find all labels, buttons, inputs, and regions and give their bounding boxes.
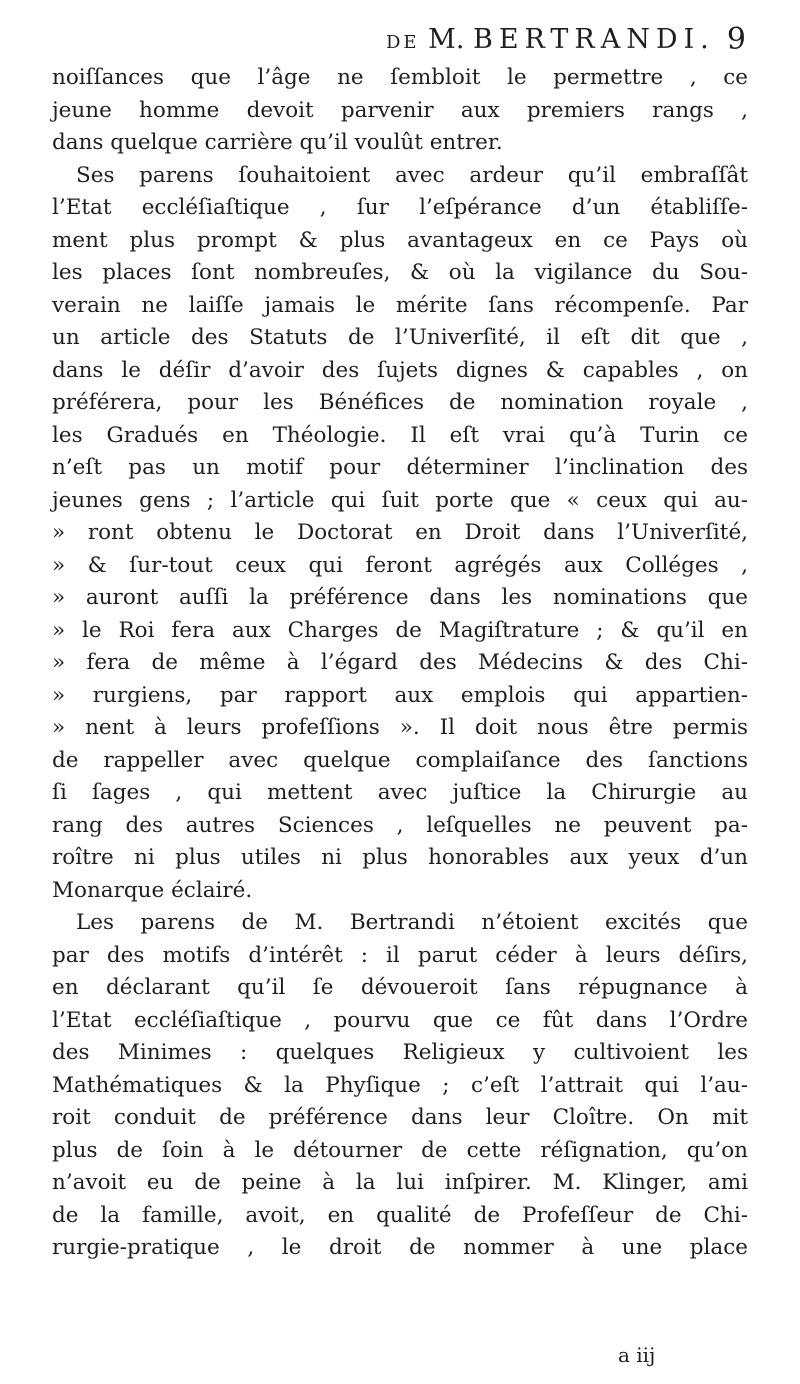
- running-head-name: BERTRANDI.: [473, 24, 715, 55]
- text-line: Monarque éclairé.: [52, 877, 253, 903]
- text-line: préférera, pour les Bénéfices de nomination royale ,: [52, 390, 748, 415]
- text-line: ment plus prompt & plus avantageux en ce Pays où: [52, 227, 748, 253]
- text-line: Les parens de M. Bertrandi n’étoient excités que: [76, 910, 748, 935]
- text-line: ſi ſages , qui mettent avec juſtice la Chirurgie au: [52, 780, 748, 805]
- text-line: les Gradués en Théologie. Il eſt vrai qu’à Turin ce: [52, 422, 748, 448]
- text-line: » ront obtenu le Doctorat en Droit dans l’Univerſité,: [52, 520, 748, 545]
- text-line: » fera de même à l’égard des Médecins & des Chi-: [52, 650, 748, 675]
- text-line: » le Roi fera aux Charges de Magiſtrature ; & qu’il en: [52, 617, 748, 643]
- text-line: l’Etat eccléſiaſtique , ſur l’eſpérance d’un établiſſe-: [52, 195, 748, 220]
- page-number: 9: [726, 22, 746, 57]
- text-line: » rurgiens, par rapport aux emplois qui appartien-: [52, 682, 748, 708]
- text-line: les places ſont nombreuſes, & où la vigilance du Sou-: [52, 260, 748, 285]
- text-line: par des motifs d’intérêt : il parut céder à leurs déſirs,: [52, 942, 748, 968]
- running-head-prefix: DE: [386, 32, 420, 53]
- text-line: jeunes gens ; l’article qui ſuit porte que « ceux qui au-: [52, 487, 748, 513]
- text-line: rang des autres Sciences , leſquelles ne peuvent pa-: [52, 812, 748, 838]
- text-line: en déclarant qu’il ſe dévoueroit ſans répugnance à: [52, 975, 748, 1000]
- text-line: Ses parens ſouhaitoient avec ardeur qu’il embraſſât: [76, 162, 748, 188]
- text-line: un article des Statuts de l’Univerſité, il eſt dit que ,: [52, 325, 748, 350]
- text-line: des Minimes : quelques Religieux y cultivoient les: [52, 1040, 748, 1065]
- running-head: [386, 20, 715, 63]
- text-line: n’eſt pas un motif pour déterminer l’inclination des: [52, 455, 748, 480]
- text-line: l’Etat eccléſiaſtique , pourvu que ce fût dans l’Ordre: [52, 1007, 748, 1033]
- text-line: jeune homme devoit parvenir aux premiers rangs ,: [52, 97, 748, 123]
- text-line: dans quelque carrière qu’il voulût entrer.: [52, 130, 503, 155]
- text-line: rurgie-pratique , le droit de nommer à une place: [52, 1235, 748, 1260]
- text-line: roître ni plus utiles ni plus honorables aux yeux d’un: [52, 845, 748, 870]
- text-line: dans le déſir d’avoir des ſujets dignes & capables , on: [52, 357, 748, 383]
- text-line: » nent à leurs profeſſions ». Il doit nous être permis: [52, 715, 748, 740]
- body-text: [52, 62, 748, 1265]
- text-line: verain ne laiſſe jamais le mérite ſans récompenſe. Par: [52, 292, 748, 318]
- text-line: » auront auſſi la préférence dans les nominations que: [52, 585, 748, 610]
- signature-mark: a iij: [618, 1343, 656, 1367]
- text-line: de rappeller avec quelque complaiſance des ſanctions: [52, 747, 748, 773]
- page-header: [86, 20, 746, 60]
- text-line: noiſſances que l’âge ne ſembloit le permettre , ce: [52, 65, 748, 90]
- text-line: n’avoit eu de peine à la lui inſpirer. M. Klinger, ami: [52, 1170, 748, 1195]
- text-line: Mathématiques & la Phyſique ; c’eſt l’attrait qui l’au-: [52, 1072, 748, 1098]
- running-head-initial: M.: [428, 24, 465, 55]
- text-line: roit conduit de préférence dans leur Cloître. On mit: [52, 1105, 748, 1130]
- text-line: de la famille, avoit, en qualité de Profeſſeur de Chi-: [52, 1202, 748, 1228]
- text-line: » & ſur-tout ceux qui feront agrégés aux Colléges ,: [52, 552, 748, 578]
- text-line: plus de ſoin à le détourner de cette réſignation, qu’on: [52, 1137, 748, 1163]
